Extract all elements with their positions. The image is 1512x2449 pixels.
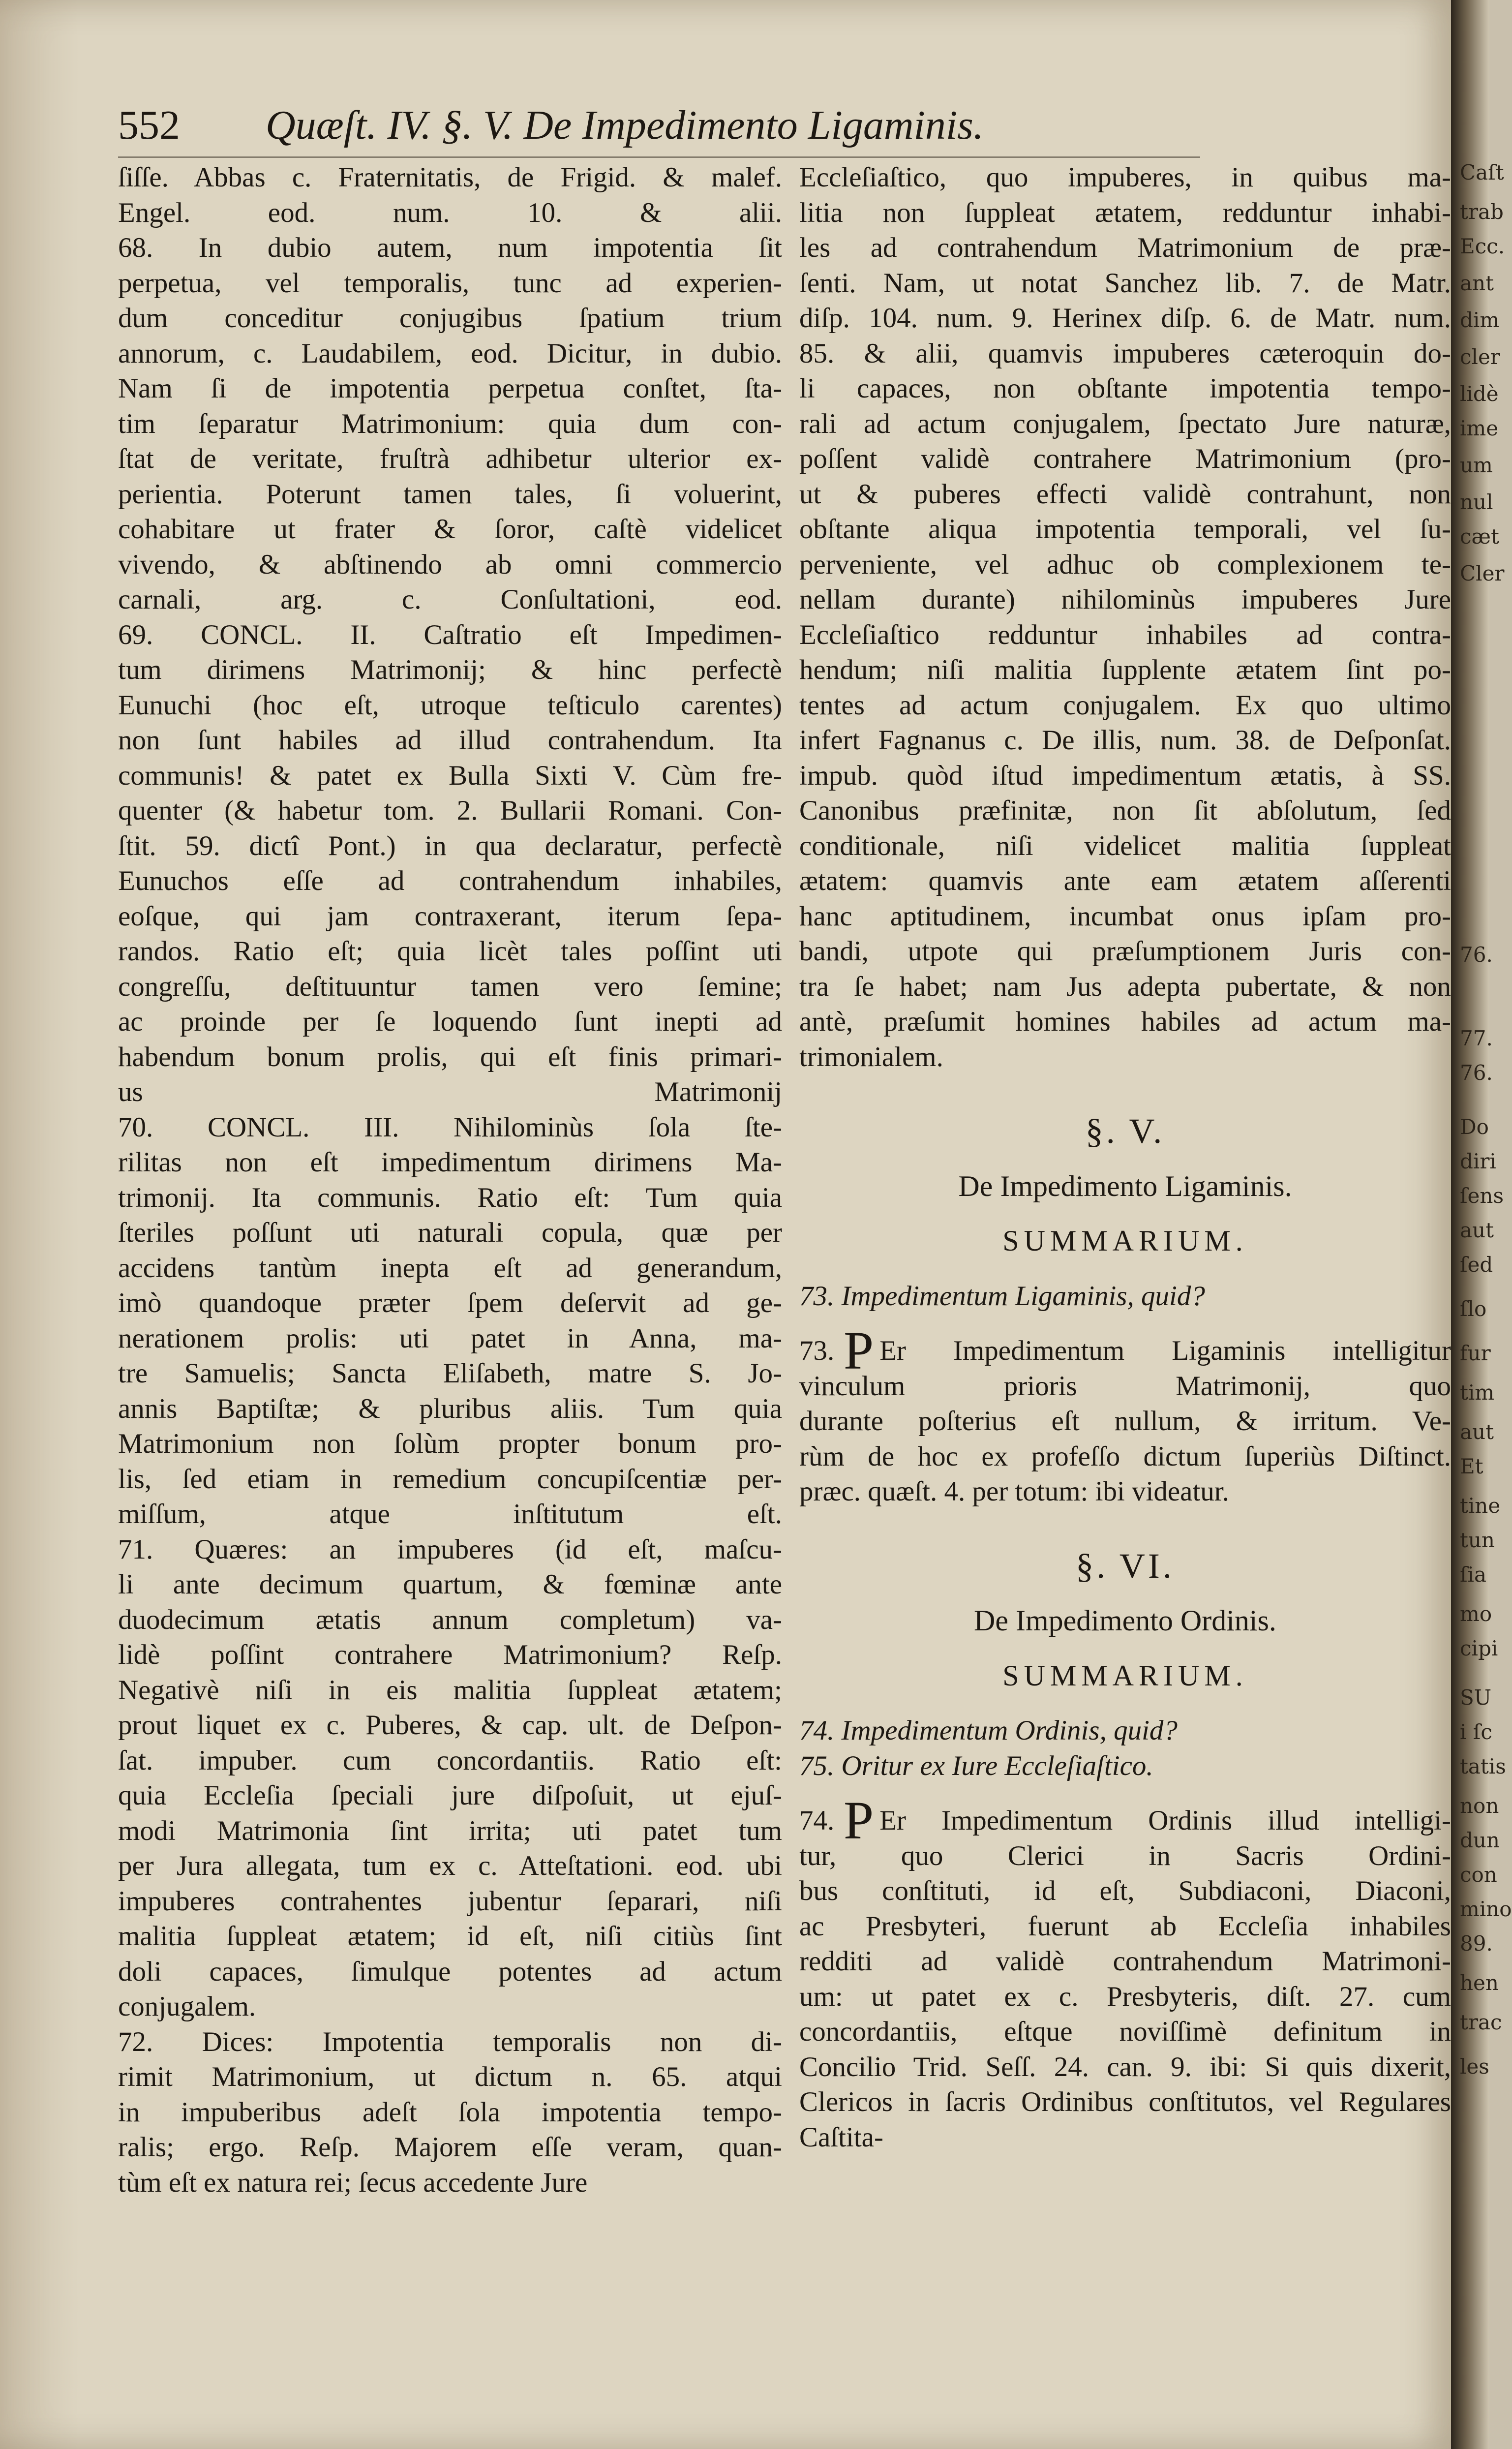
text-line: lidè poſſint contrahere Matrimonium? Reſp. bbox=[118, 1639, 782, 1670]
text-line: 72. Dices: Impotentia temporalis non di- bbox=[118, 2026, 782, 2057]
text-line: Eccleſiaſtico, quo impuberes, in quibus ma- bbox=[799, 162, 1451, 193]
running-title: Quæſt. IV. §. V. De Impedimento Ligaminis. bbox=[266, 102, 984, 148]
text-line: durante poſterius eſt nullum, & irritum. Ve- bbox=[799, 1406, 1451, 1437]
edge-fragment: diri bbox=[1460, 1149, 1496, 1173]
edge-fragment: ſlo bbox=[1460, 1297, 1487, 1321]
adjacent-page-fragments bbox=[1451, 0, 1512, 2449]
text-line: communis! & patet ex Bulla Sixti V. Cùm fre- bbox=[118, 760, 782, 791]
text-line: poſſent validè contrahere Matrimonium (pro- bbox=[799, 443, 1451, 474]
edge-fragment: fur bbox=[1460, 1341, 1491, 1365]
text-line: impuberes contrahentes jubentur ſeparari, niſi bbox=[118, 1885, 782, 1917]
section-6-summary-label: SUMMARIUM. bbox=[1002, 1659, 1248, 1692]
edge-fragment: um bbox=[1460, 453, 1493, 477]
header-rule bbox=[118, 156, 1200, 158]
text-line: imò quandoque præter ſpem deſervit ad ge- bbox=[118, 1287, 782, 1318]
text-line: tùm eſt ex natura rei; ſecus accedente Jure bbox=[118, 2167, 588, 2198]
section-5-summary-label: SUMMARIUM. bbox=[1002, 1224, 1248, 1257]
text-line: Er Impedimentum Ordinis illud intelligi- bbox=[879, 1805, 1451, 1836]
edge-fragment: ſens bbox=[1460, 1184, 1504, 1208]
text-line: congreſſu, deſtituuntur tamen vero ſemine; bbox=[118, 971, 782, 1002]
text-line: Eccleſiaſtico redduntur inhabiles ad contra- bbox=[799, 619, 1451, 650]
section-5-label: §. V. bbox=[1085, 1111, 1165, 1151]
section-5-paragraph bbox=[799, 1320, 1451, 1509]
edge-fragment: 89. bbox=[1460, 1931, 1493, 1956]
text-line: Nam ſi de impotentia perpetua conſtet, ſta- bbox=[118, 373, 782, 404]
text-line: randos. Ratio eſt; quia licèt tales poſſint uti bbox=[118, 936, 782, 967]
edge-fragment: Do bbox=[1460, 1115, 1489, 1139]
text-line: annis Baptiſtæ; & pluribus aliis. Tum quia bbox=[118, 1393, 782, 1424]
gutter-shadow bbox=[0, 0, 79, 2449]
text-line: præc. quæſt. 4. per totum: ibi videatur. bbox=[799, 1476, 1229, 1507]
text-line: obſtante aliqua impotentia temporali, vel ſu- bbox=[799, 514, 1451, 545]
text-line: rimit Matrimonium, ut dictum n. 65. atqui bbox=[118, 2061, 782, 2092]
text-line: nerationem prolis: uti patet in Anna, ma- bbox=[118, 1322, 782, 1354]
edge-fragment: hen bbox=[1460, 1971, 1499, 1995]
adjacent-page-edge bbox=[1451, 0, 1512, 2449]
text-line: impub. quòd iſtud impedimentum ætatis, à SS. bbox=[799, 760, 1451, 791]
edge-fragment: non bbox=[1460, 1794, 1499, 1818]
edge-fragment: ſed bbox=[1460, 1253, 1493, 1277]
page-number: 552 bbox=[118, 102, 180, 148]
text-line: ut & puberes effecti validè contrahunt, non bbox=[799, 478, 1451, 510]
edge-fragment: tatis bbox=[1460, 1754, 1506, 1778]
text-line: bandi, utpote qui præſumptionem Juris con- bbox=[799, 936, 1451, 967]
edge-fragment: les bbox=[1460, 2054, 1489, 2079]
text-line: ſat. impuber. cum concordantiis. Ratio eſt: bbox=[118, 1745, 782, 1776]
section-6-paragraph bbox=[799, 1790, 1451, 2155]
text-line: non ſunt habiles ad illud contrahendum. Ita bbox=[118, 725, 782, 756]
text-line: carnali, arg. c. Conſultationi, eod. bbox=[118, 584, 782, 615]
text-line: ralis; ergo. Reſp. Majorem eſſe veram, quan- bbox=[118, 2132, 782, 2163]
left-column bbox=[118, 160, 782, 2200]
text-line: tentes ad actum conjugalem. Ex quo ultimo bbox=[799, 689, 1451, 721]
text-line: Caſtita- bbox=[799, 2121, 883, 2153]
text-line: ac proinde per ſe loquendo ſunt inepti ad bbox=[118, 1006, 782, 1037]
text-line: ac Presbyteri, fuerunt ab Eccleſia inhabiles bbox=[799, 1910, 1451, 1942]
text-line: hendum; niſi malitia ſupplente ætatem ſint po- bbox=[799, 654, 1451, 685]
text-line: Canonibus præfinitæ, non ſit abſolutum, ſed bbox=[799, 795, 1451, 826]
running-header bbox=[118, 98, 1446, 153]
edge-fragment: ſia bbox=[1460, 1562, 1487, 1587]
edge-fragment: dim bbox=[1460, 308, 1500, 332]
edge-fragment: ant bbox=[1460, 271, 1494, 295]
text-line: diſp. 104. num. 9. Herinex diſp. 6. de Matr. num. bbox=[799, 303, 1451, 334]
right-column bbox=[799, 160, 1451, 2155]
edge-fragment: Cler bbox=[1460, 561, 1505, 585]
text-line: quia Eccleſia ſpeciali jure diſpoſuit, ut ejuſ- bbox=[118, 1780, 782, 1811]
section-5-summary-item: 73. Impedimentum Ligaminis, quid? bbox=[799, 1280, 1205, 1312]
text-line: li ante decimum quartum, & fœminæ ante bbox=[118, 1569, 782, 1600]
text-line: conditionale, niſi videlicet malitia ſuppleat bbox=[799, 830, 1451, 861]
text-line: us Matrimonij bbox=[118, 1076, 782, 1107]
text-line: modi Matrimonia ſint irrita; uti patet tum bbox=[118, 1815, 782, 1846]
text-line: Eunuchos eſſe ad contrahendum inhabiles, bbox=[118, 865, 782, 896]
text-line: Clericos in ſacris Ordinibus conſtitutos, vel Regulares bbox=[799, 2086, 1451, 2117]
edge-fragment: aut bbox=[1460, 1420, 1494, 1444]
edge-fragment: cipi bbox=[1460, 1636, 1498, 1660]
text-line: perpetua, vel temporalis, tunc ad experien- bbox=[118, 267, 782, 299]
text-line: Negativè niſi in eis malitia ſuppleat ætatem; bbox=[118, 1674, 782, 1706]
text-line: ſiſſe. Abbas c. Fraternitatis, de Frigid. & malef. bbox=[118, 162, 782, 193]
text-line: conjugalem. bbox=[118, 1991, 256, 2022]
text-line: Matrimonium non ſolùm propter bonum pro- bbox=[118, 1428, 782, 1459]
text-line: perientia. Poterunt tamen tales, ſi voluerint, bbox=[118, 478, 782, 510]
text-line: tum dirimens Matrimonij; & hinc perfectè bbox=[118, 654, 782, 685]
text-line: annorum, c. Laudabilem, eod. Dicitur, in dubio. bbox=[118, 337, 782, 369]
edge-fragment: mo bbox=[1460, 1602, 1492, 1626]
text-line: eoſque, qui jam contraxerant, iterum ſepa- bbox=[118, 900, 782, 932]
edge-fragment: Et bbox=[1460, 1454, 1483, 1478]
text-line: concordantiis, eſtque noviſſimè definitum in bbox=[799, 2016, 1451, 2047]
text-line: um: ut patet ex c. Presbyteris, diſt. 27. cum bbox=[799, 1981, 1451, 2012]
text-line: vinculum prioris Matrimonij, quo bbox=[799, 1370, 1451, 1402]
text-line: trimonialem. bbox=[799, 1041, 943, 1072]
text-line: tim ſeparatur Matrimonium: quia dum con- bbox=[118, 408, 782, 439]
text-line: cohabitare ut frater & ſoror, caſtè videlicet bbox=[118, 514, 782, 545]
section-5-title: De Impedimento Ligaminis. bbox=[958, 1169, 1292, 1202]
text-line: per Jura allegata, tum ex c. Atteſtationi. eod. ubi bbox=[118, 1850, 782, 1881]
text-line: 70. CONCL. III. Nihilominùs ſola ſte- bbox=[118, 1111, 782, 1143]
edge-fragment: lidè bbox=[1460, 382, 1499, 406]
text-line: lis, ſed etiam in remedium concupiſcentiæ per- bbox=[118, 1463, 782, 1495]
edge-fragment: dun bbox=[1460, 1828, 1500, 1852]
text-line: Concilio Trid. Seſſ. 24. can. 9. ibi: Si quis dixerit, bbox=[799, 2051, 1451, 2082]
section-6-dropcap: P bbox=[844, 1790, 874, 1850]
text-line: nellam durante) nihilominùs impuberes Jure bbox=[799, 584, 1451, 615]
text-line: tre Samuelis; Sancta Eliſabeth, matre S. Jo- bbox=[118, 1358, 782, 1389]
text-line: ſtat de veritate, fruſtrà adhibetur ulterior ex- bbox=[118, 443, 782, 474]
section-6-summary-item: 75. Oritur ex Iure Eccleſiaſtico. bbox=[799, 1750, 1153, 1781]
section-5-dropcap: P bbox=[844, 1320, 874, 1380]
text-line: hanc aptitudinem, incumbat onus ipſam pro- bbox=[799, 900, 1451, 932]
text-line: 68. In dubio autem, num impotentia ſit bbox=[118, 232, 782, 263]
text-line: habendum bonum prolis, qui eſt finis primari- bbox=[118, 1041, 782, 1072]
text-line: Er Impedimentum Ligaminis intelligitur bbox=[879, 1335, 1451, 1366]
edge-fragment: trab bbox=[1460, 200, 1504, 224]
text-line: Eunuchi (hoc eſt, utroque teſticulo carentes) bbox=[118, 689, 782, 721]
section-5-para-number: 73. bbox=[799, 1335, 835, 1366]
text-line: trimonij. Ita communis. Ratio eſt: Tum quia bbox=[118, 1182, 782, 1213]
section-6-label: §. VI. bbox=[1076, 1546, 1175, 1586]
text-line: antè, præſumit homines habiles ad actum ma- bbox=[799, 1006, 1451, 1037]
edge-fragment: ime bbox=[1460, 416, 1499, 440]
text-line: ſtit. 59. dictî Pont.) in qua declaratur, perfectè bbox=[118, 830, 782, 861]
text-line: bus conſtituti, id eſt, Subdiaconi, Diaconi, bbox=[799, 1875, 1451, 1906]
edge-fragment: i ſc bbox=[1460, 1720, 1492, 1744]
edge-fragment: 76. bbox=[1460, 1061, 1493, 1085]
edge-fragment: con bbox=[1460, 1863, 1497, 1887]
edge-fragment: Caſt bbox=[1460, 160, 1504, 184]
text-line: in impuberibus adeſt ſola impotentia tempo- bbox=[118, 2096, 782, 2128]
text-line: ſenti. Nam, ut notat Sanchez lib. 7. de Matr. bbox=[799, 267, 1451, 299]
text-line: malitia ſuppleat ætatem; id eſt, niſi citiùs ſint bbox=[118, 1921, 782, 1952]
edge-fragment: Ecc. bbox=[1460, 234, 1505, 258]
edge-fragment: tine bbox=[1460, 1494, 1501, 1518]
section-6-para-number: 74. bbox=[799, 1805, 835, 1836]
text-line: Engel. eod. num. 10. & alii. bbox=[118, 197, 782, 228]
text-line: accidens tantùm inepta eſt ad generandum, bbox=[118, 1252, 782, 1284]
edge-fragment: tun bbox=[1460, 1528, 1495, 1552]
text-line: litia non ſuppleat ætatem, redduntur inhabi- bbox=[799, 197, 1451, 228]
edge-fragment: aut bbox=[1460, 1218, 1494, 1242]
text-line: redditi ad validè contrahendum Matrimoni- bbox=[799, 1946, 1451, 1977]
text-line: prout liquet ex c. Puberes, & cap. ult. de Deſpon- bbox=[118, 1710, 782, 1741]
edge-fragment: SU bbox=[1460, 1685, 1492, 1710]
section-6-title: De Impedimento Ordinis. bbox=[974, 1604, 1276, 1637]
text-line: tra ſe habet; nam Jus adepta pubertate, & non bbox=[799, 971, 1451, 1002]
edge-fragment: cæt bbox=[1460, 524, 1499, 549]
text-line: duodecimum ætatis annum completum) va- bbox=[118, 1604, 782, 1635]
text-line: les ad contrahendum Matrimonium de præ- bbox=[799, 232, 1451, 263]
text-line: vivendo, & abſtinendo ab omni commercio bbox=[118, 549, 782, 580]
text-line: tur, quo Clerici in Sacris Ordini- bbox=[799, 1840, 1451, 1871]
edge-fragment: cler bbox=[1460, 345, 1500, 369]
text-line: ſteriles poſſunt uti naturali copula, quæ per bbox=[118, 1217, 782, 1248]
edge-fragment: 77. bbox=[1460, 1026, 1493, 1050]
text-line: rali ad actum conjugalem, ſpectato Jure naturæ, bbox=[799, 408, 1451, 439]
edge-fragment: nul bbox=[1460, 490, 1493, 514]
text-line: dum conceditur conjugibus ſpatium trium bbox=[118, 303, 782, 334]
text-line: doli capaces, ſimulque potentes ad actum bbox=[118, 1956, 782, 1987]
text-line: infert Fagnanus c. De illis, num. 38. de Deſponſat. bbox=[799, 725, 1451, 756]
edge-fragment: 76. bbox=[1460, 943, 1493, 967]
edge-fragment: mino bbox=[1460, 1897, 1512, 1921]
right-column-text bbox=[799, 160, 1451, 1074]
text-line: 85. & alii, quamvis impuberes cæteroquin do- bbox=[799, 337, 1451, 369]
edge-fragment: trac bbox=[1460, 2010, 1502, 2034]
text-line: quenter (& habetur tom. 2. Bullarii Romani. Con- bbox=[118, 795, 782, 826]
text-line: rilitas non eſt impedimentum dirimens Ma- bbox=[118, 1147, 782, 1178]
text-line: li capaces, non obſtante impotentia tempo- bbox=[799, 373, 1451, 404]
text-line: ætatem: quamvis ante eam ætatem aſſerenti bbox=[799, 865, 1451, 896]
text-line: 71. Quæres: an impuberes (id eſt, maſcu- bbox=[118, 1533, 782, 1565]
text-line: perveniente, vel adhuc ob complexionem te- bbox=[799, 549, 1451, 580]
text-line: rùm de hoc ex profeſſo dictum ſuperiùs Diſtinct. bbox=[799, 1440, 1451, 1472]
edge-fragment: tim bbox=[1460, 1380, 1495, 1405]
section-6-summary-item: 74. Impedimentum Ordinis, quid? bbox=[799, 1715, 1178, 1746]
text-line: 69. CONCL. II. Caſtratio eſt Impedimen- bbox=[118, 619, 782, 650]
text-line: miſſum, atque inſtitutum eſt. bbox=[118, 1499, 782, 1530]
